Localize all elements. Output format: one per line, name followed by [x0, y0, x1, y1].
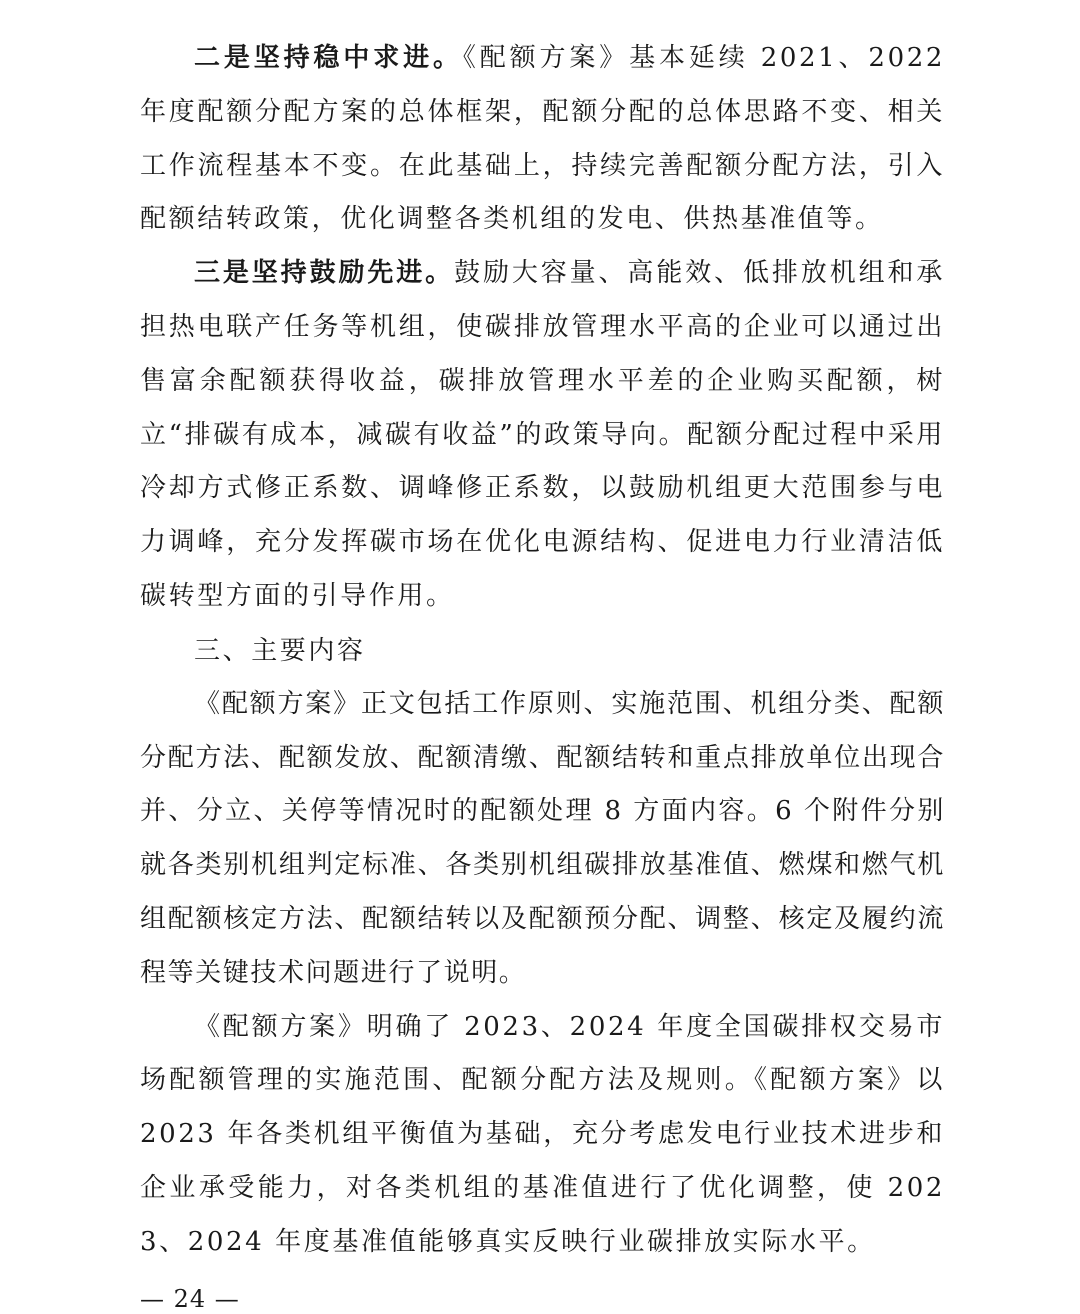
- paragraph-main-content: 《配额方案》正文包括工作原则、实施范围、机组分类、配额分配方法、配额发放、配额清缴、配额结转和重点排放单位出现合并、分立、关停等情况时的配额处理 8 方面内容。6 个附件分别就各类别机组判定标准、各类别机组碳排放基准值、燃煤和燃气机组配额核定方法、配额结转以及配额预分配、调整、核定及履约流程等关键技术问题进行了说明。: [140, 688, 945, 988]
- paragraph-text: 鼓励大容量、高能效、低排放机组和承担热电联产任务等机组，使碳排放管理水平高的企业可以通过出售富余配额获得收益，碳排放管理水平差的企业购买配额，树立“排碳有成本，减碳有收益”的政策导向。配额分配过程中采用冷却方式修正系数、调峰修正系数，以鼓励机组更大范围参与电力调峰，充分发挥碳市场在优化电源结构、促进电力行业清洁低碳转型方面的引导作用。: [140, 258, 945, 611]
- paragraph-lead: 二是坚持稳中求进。: [194, 43, 463, 73]
- paragraph-scope-baseline: 《配额方案》明确了 2023、2024 年度全国碳排权交易市场配额管理的实施范围、配额分配方法及规则。《配额方案》以 2023 年各类机组平衡值为基础，充分考虑发电行业技术进步和企业承受能力，对各类机组的基准值进行了优化调整，使 2023、2024 年度基准值能够真实反映行业碳排放实际水平。: [140, 1011, 945, 1257]
- paragraph-steady-progress: [140, 32, 945, 247]
- page-number: — 24 —: [140, 1285, 240, 1313]
- paragraph-lead: 三是坚持鼓励先进。: [194, 258, 455, 289]
- paragraph-text: 《配额方案》基本延续 2021、2022 年度配额分配方案的总体框架，配额分配的总体思路不变、相关工作流程基本不变。在此基础上，持续完善配额分配方法，引入配额结转政策，优化调整各类机组的发电、供热基准值等。: [140, 43, 945, 235]
- document-page: [140, 32, 945, 1270]
- paragraph-encourage-advanced: [140, 247, 945, 624]
- section-heading: 三、主要内容: [194, 635, 366, 666]
